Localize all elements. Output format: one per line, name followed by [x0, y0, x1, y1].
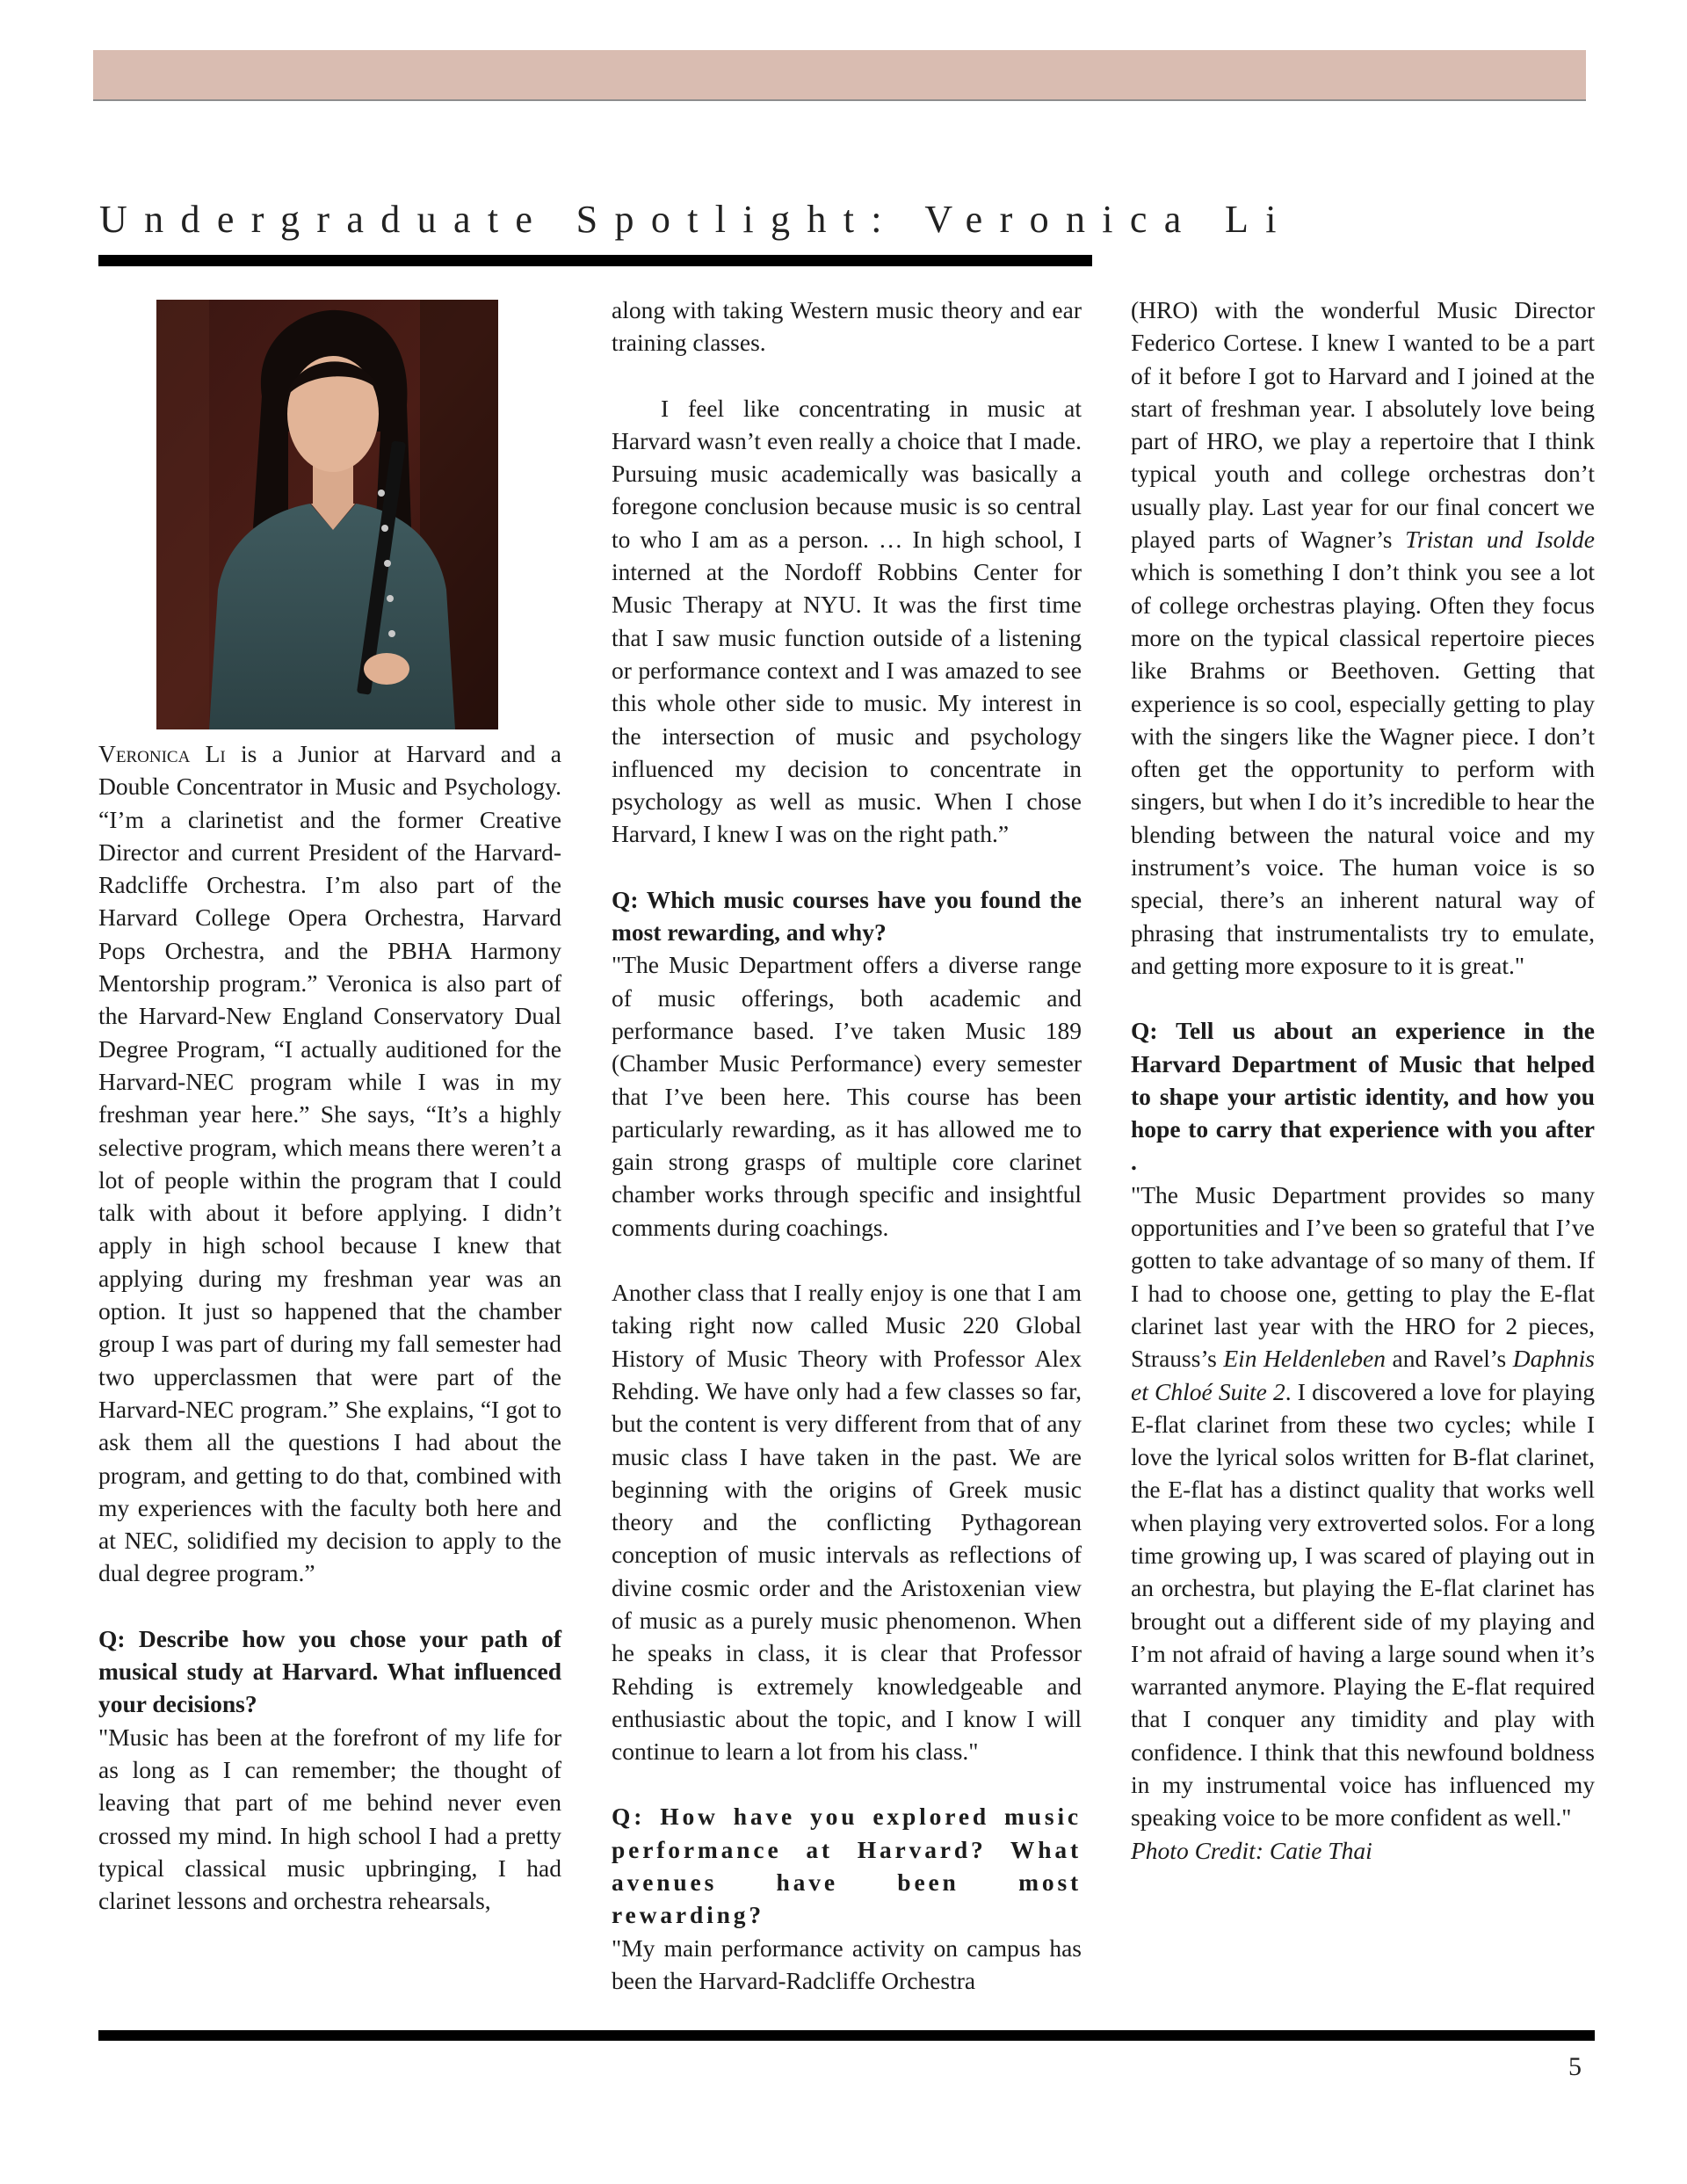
bottom-rule: [98, 2030, 1595, 2041]
question-2: Q: Which music courses have you found the most rewarding, and why?: [612, 885, 1082, 947]
answer-3-text-1: (HRO) with the wonderful Music Director Federico Cortese. I knew I wanted to be a part of it before I got to Harvard and I joined at the start of freshman year. I absolutely love being part of HRO, we play a repertoire that I think typical youth and college orchestras don’t usually play. Last year for our final concert we played parts of Wagner’s: [1131, 296, 1595, 554]
answer-4: [1131, 1179, 1595, 1834]
work-title-tristan: Tristan und Isolde: [1405, 526, 1595, 554]
answer-2-paragraph-1: "The Music Department offers a diverse range of music offerings, both academic and performance based. I’ve taken Music 189 (Chamber Music Performance) every semester that I’ve been here. This course has been particularly rewarding, as it has allowed me to gain strong grasps of multiple core clarinet chamber works through specific and insightful comments during coachings.: [612, 951, 1082, 1241]
work-title-daphnis: Daphnis et Chloé Suite 2: [1131, 1345, 1595, 1405]
answer-1-paragraph-2: I feel like concentrating in music at Harvard wasn’t even really a choice that I made. Pursuing music academically was basically a foregone conclusion because music is so central to who I am as a person. … In high school, I interned at the Nordoff Robbins Center for Music Therapy at NYU. It was the first time that I saw music function outside of a listening or performance context and I was amazed to see this whole other side to music. My interest in the intersection of music and psychology influenced my decision to concentrate in psychology as well as music. When I chose Harvard, I knew I was on the right path.”: [612, 394, 1082, 848]
column-2: [612, 294, 1082, 1997]
answer-4-text-3: . I discovered a love for playing E-flat clarinet from these two cycles; while I love the lyrical solos written for B-flat clarinet, the E-flat has a distinct quality that works well when playing very extroverted solos. For a long time growing up, I was scared of playing out in an orchestra, but playing the E-flat clarinet has brought out a different side of my playing and I’m not afraid of having a large sound when it’s warranted anymore. Playing the E-flat required that I conquer any timidity and play with confidence. I think that this newfound boldness in my instrumental voice has influenced my speaking voice to be more confident as well.": [1131, 1377, 1595, 1832]
title-rule: [98, 255, 1092, 266]
column-1: [98, 737, 561, 1917]
article-title: Undergraduate Spotlight: Veronica Li: [99, 198, 1293, 241]
answer-1-start: "Music has been at the forefront of my life for as long as I can remember; the thought of leaving that part of me behind never even crossed my mind. In high school I had a pretty typical classical music upbringing, I had clarinet lessons and orchestra rehearsals,: [98, 1723, 561, 1915]
portrait-photo: [156, 300, 498, 729]
question-1: Q: Describe how you chose your path of musical study at Harvard. What influenced your decisions?: [98, 1624, 561, 1718]
photo-credit-text: Photo Credit: Catie Thai: [1131, 1836, 1372, 1864]
intro-paragraph: [98, 737, 561, 1590]
answer-4-text-2: and Ravel’s: [1386, 1345, 1513, 1373]
column-3: [1131, 294, 1595, 1867]
answer-3-start: "My main performance activity on campus has been the Harvard-Radcliffe Orchestra: [612, 1934, 1082, 1994]
question-4: Q: Tell us about an experience in the Harvard Department of Music that helped to shape your artistic identity, and how you hope to carry that experience with you after .: [1131, 1017, 1595, 1176]
answer-3-continued: [1131, 294, 1595, 982]
header-band: [93, 50, 1586, 101]
photo-credit: [1131, 1834, 1595, 1867]
answer-2-paragraph-2: Another class that I really enjoy is one that I am taking right now called Music 220 Global History of Music Theory with Professor Alex Rehding. We have only had a few classes so far, but the content is very different from that of any music class I have taken in the past. We are beginning with the origins of Greek music theory and the conflicting Pythagorean conception of music intervals as reflections of divine cosmic order and the Aristoxenian view of music as a purely music phenomenon. When he speaks in class, it is clear that Professor Rehding is extremely knowledgeable and enthusiastic about the topic, and I know I will continue to learn a lot from his class.": [612, 1279, 1082, 1766]
question-3: Q: How have you explored music performance at Harvard? What avenues have been most rewarding?: [612, 1803, 1082, 1929]
subject-name: Veronica Li: [98, 740, 226, 767]
answer-3-text-2: which is something I don’t think you see a lot of college orchestras playing. Often they focus more on the typical classical repertoire pieces like Brahms or Beethoven. Getting that experience is so cool, especially getting to play with the singers like the Wagner piece. I don’t often get the opportunity to perform with singers, but when I do it’s incredible to hear the blending between the natural voice and my instrument’s voice. The human voice is so special, there’s an inherent natural way of phrasing that instrumentalists try to emulate, and getting more exposure to it is great.": [1131, 558, 1595, 979]
answer-1-continued: along with taking Western music theory and ear training classes.: [612, 296, 1082, 357]
page-number: 5: [1568, 2052, 1582, 2081]
intro-text: is a Junior at Harvard and a Double Concentrator in Music and Psychology. “I’m a clarinetist and the former Creative Director and current President of the Harvard-Radcliffe Orchestra. I’m also part of the Harvard College Opera Orchestra, Harvard Pops Orchestra, and the PBHA Harmony Mentorship program.” Veronica is also part of the Harvard-New England Conservatory Dual Degree Program, “I actually auditioned for the Harvard-NEC program while I was in my freshman year here.” She says, “It’s a highly selective program, which means there weren’t a lot of people within the program that I could talk with about it before applying. I didn’t apply in high school because I knew that applying during my freshman year was an option. It just so happened that the chamber group I was part of during my fall semester had two upperclassmen that were part of the Harvard-NEC program.” She explains, “I got to ask them all the questions I had about the program, and getting to do that, combined with my experiences with the faculty both here and at NEC, solidified my decision to apply to the dual degree program.”: [98, 740, 561, 1587]
answer-4-text-1: "The Music Department provides so many opportunities and I’ve been so grateful that I’ve gotten to take advantage of so many of them. If I had to choose one, getting to play the E-flat clarinet last year with the HRO for 2 pieces, Strauss’s: [1131, 1180, 1595, 1373]
work-title-heldenleben: Ein Heldenleben: [1223, 1345, 1387, 1373]
